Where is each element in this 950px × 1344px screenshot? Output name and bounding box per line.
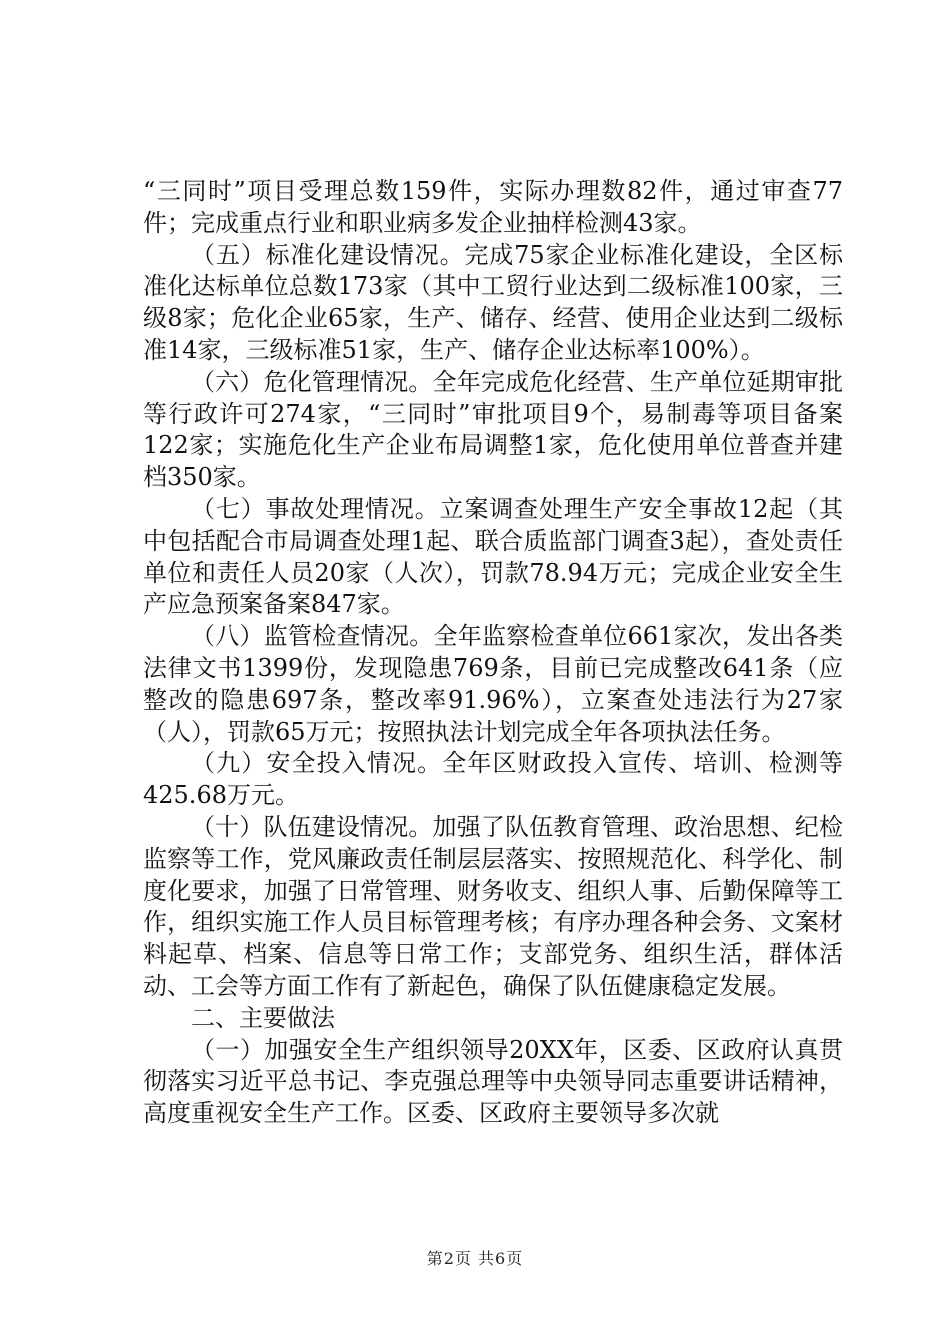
paragraph-8: （一）加强安全生产组织领导20XX年，区委、区政府认真贯彻落实习近平总书记、李克强总理等中央领导同志重要讲话精神，高度重视安全生产工作。区委、区政府主要领导多次就	[143, 1035, 843, 1128]
paragraph-6: （九）安全投入情况。全年区财政投入宣传、培训、检测等425.68万元。	[143, 749, 843, 810]
paragraph-2: （五）标准化建设情况。完成75家企业标准化建设，全区标准化达标单位总数173家（其中工贸行业达到二级标准100家，三级8家；危化企业65家，生产、储存、经营、使用企业达到二级标准14家，三级标准51家，生产、储存企业达标率100%）。	[143, 240, 843, 364]
paragraph-3: （六）危化管理情况。全年完成危化经营、生产单位延期审批等行政许可274家，“三同时”审批项目9个，易制毒等项目备案122家；实施危化生产企业布局调整1家，危化使用单位普查并建档350家。	[143, 367, 843, 492]
paragraph-7: （十）队伍建设情况。加强了队伍教育管理、政治思想、纪检监察等工作，党风廉政责任制层层落实、按照规范化、科学化、制度化要求，加强了日常管理、财务收支、组织人事、后勤保障等工作，组织实施工作人员目标管理考核；有序办理各种会务、文案材料起草、档案、信息等日常工作；支部党务、组织生活，群体活动、工会等方面工作有了新起色，确保了队伍健康稳定发展。	[143, 812, 843, 1000]
paragraph-1: “三同时”项目受理总数159件，实际办理数82件，通过审查77件；完成重点行业和职业病多发企业抽样检测43家。	[143, 177, 843, 237]
document-body	[143, 176, 843, 1130]
page-number-footer: 第2页 共6页	[426, 1249, 524, 1268]
paragraph-4: （七）事故处理情况。立案调查处理生产安全事故12起（其中包括配合市局调查处理1起、联合质监部门调查3起），查处责任单位和责任人员20家（人次），罚款78.94万元；完成企业安全生产应急预案备案847家。	[143, 494, 843, 619]
paragraph-5: （八）监管检查情况。全年监察检查单位661家次，发出各类法律文书1399份，发现隐患769条，目前已完成整改641条（应整改的隐患697条，整改率91.96%），立案查处违法行为27家（人），罚款65万元；按照执法计划完成全年各项执法任务。	[143, 622, 843, 746]
section-heading: 二、主要做法	[191, 1003, 335, 1032]
